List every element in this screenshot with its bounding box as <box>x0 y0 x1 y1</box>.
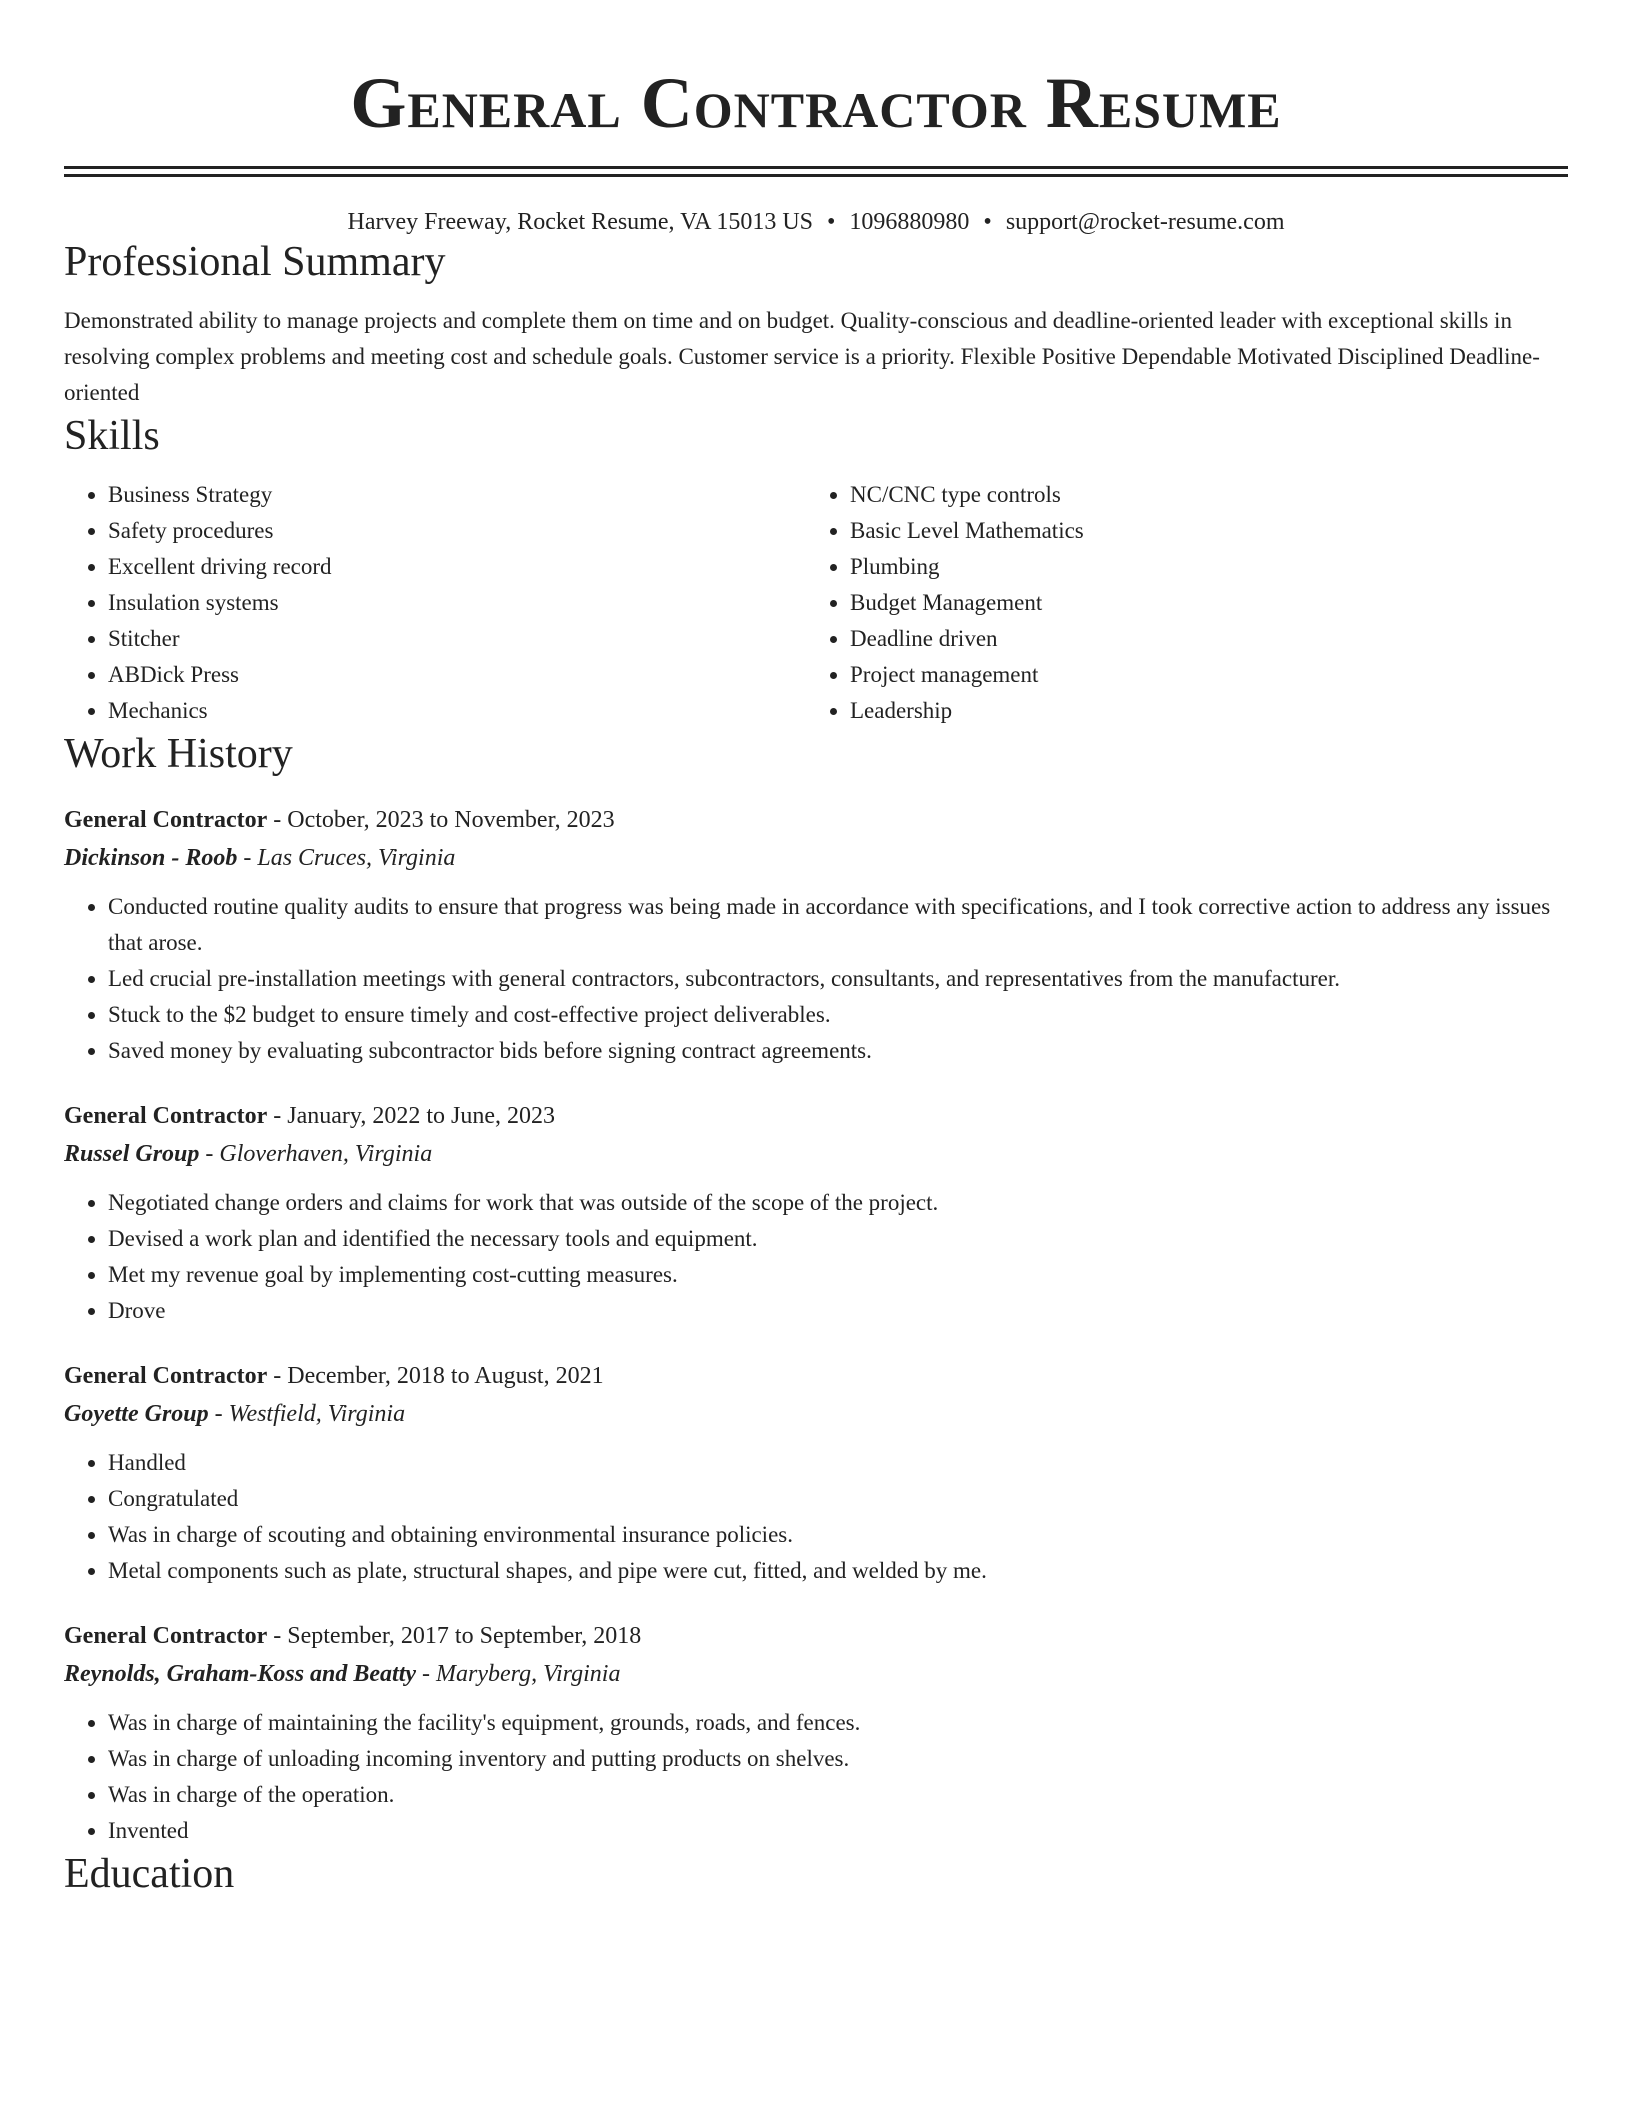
skill-item: • Excellent driving record <box>108 549 806 585</box>
job-entry <box>64 1357 1568 1589</box>
contact-separator: • <box>983 209 992 235</box>
skills-list-left <box>64 477 806 729</box>
skill-item: • Deadline driven <box>850 621 1548 657</box>
skills-columns <box>64 477 1568 729</box>
job-bullet: • Met my revenue goal by implementing cost-cutting measures. <box>108 1257 1568 1293</box>
title-double-rule <box>64 166 1568 177</box>
job-header <box>64 801 1568 839</box>
job-bullet: • Was in charge of maintaining the facility's equipment, grounds, roads, and fences. <box>108 1705 1568 1741</box>
skills-heading: Skills <box>64 413 160 459</box>
job-bullets <box>64 1185 1568 1329</box>
job-location: - Las Cruces, Virginia <box>237 845 456 871</box>
skill-item: • Mechanics <box>108 693 806 729</box>
job-role: General Contractor <box>64 807 268 833</box>
job-bullet: • Led crucial pre-installation meetings with general contractors, subcontractors, consultants, and representatives from the manufacturer. <box>108 961 1568 997</box>
resume-title: General Contractor Resume <box>350 63 1282 143</box>
job-dates: - October, 2023 to November, 2023 <box>267 807 615 833</box>
skill-item: • Plumbing <box>850 549 1548 585</box>
job-entry <box>64 1097 1568 1329</box>
job-bullet: • Negotiated change orders and claims for work that was outside of the scope of the project. <box>108 1185 1568 1221</box>
job-bullet: • Congratulated <box>108 1481 1568 1517</box>
job-dates: - September, 2017 to September, 2018 <box>267 1623 642 1649</box>
job-bullet: • Devised a work plan and identified the necessary tools and equipment. <box>108 1221 1568 1257</box>
summary-heading: Professional Summary <box>64 239 446 285</box>
job-company-line <box>64 839 1568 877</box>
job-dates: - January, 2022 to June, 2023 <box>267 1103 555 1129</box>
job-dates: - December, 2018 to August, 2021 <box>267 1363 604 1389</box>
contact-line <box>64 207 1568 237</box>
job-location: - Maryberg, Virginia <box>416 1661 621 1687</box>
skill-item: • Basic Level Mathematics <box>850 513 1548 549</box>
job-company: Russel Group <box>64 1141 200 1167</box>
skill-item: • Leadership <box>850 693 1548 729</box>
job-bullet: • Drove <box>108 1293 1568 1329</box>
skills-list-right <box>806 477 1548 729</box>
job-company-line <box>64 1655 1568 1693</box>
job-bullet: • Handled <box>108 1445 1568 1481</box>
job-role: General Contractor <box>64 1103 268 1129</box>
job-entry <box>64 1617 1568 1849</box>
job-bullet: • Stuck to the $2 budget to ensure timely and cost-effective project deliverables. <box>108 997 1568 1033</box>
job-bullet: • Metal components such as plate, structural shapes, and pipe were cut, fitted, and welded by me. <box>108 1553 1568 1589</box>
job-bullet: • Saved money by evaluating subcontractor bids before signing contract agreements. <box>108 1033 1568 1069</box>
job-bullets <box>64 889 1568 1069</box>
resume-page <box>64 0 1568 1899</box>
job-bullet: • Was in charge of the operation. <box>108 1777 1568 1813</box>
skill-item: • Project management <box>850 657 1548 693</box>
skill-item: • ABDick Press <box>108 657 806 693</box>
job-role: General Contractor <box>64 1623 268 1649</box>
job-bullet: • Was in charge of scouting and obtaining environmental insurance policies. <box>108 1517 1568 1553</box>
job-company: Goyette Group <box>64 1401 209 1427</box>
job-bullet: • Was in charge of unloading incoming inventory and putting products on shelves. <box>108 1741 1568 1777</box>
contact-email: support@rocket-resume.com <box>1005 209 1285 235</box>
education-heading: Education <box>64 1851 235 1897</box>
skill-item: • Safety procedures <box>108 513 806 549</box>
skill-item: • Business Strategy <box>108 477 806 513</box>
job-company-line <box>64 1395 1568 1433</box>
job-bullets <box>64 1705 1568 1849</box>
job-bullets <box>64 1445 1568 1589</box>
skill-item: • NC/CNC type controls <box>850 477 1548 513</box>
job-company: Dickinson - Roob <box>64 845 238 871</box>
contact-separator: • <box>827 209 836 235</box>
job-location: - Westfield, Virginia <box>208 1401 406 1427</box>
skill-item: • Stitcher <box>108 621 806 657</box>
job-company-line <box>64 1135 1568 1173</box>
job-header <box>64 1617 1568 1655</box>
summary-text: Demonstrated ability to manage projects and complete them on time and on budget. Quality-conscious and deadline-oriented leader with exceptional skills in resolving complex problems and meeting cost and schedule goals. Customer service is a priority. Flexible Positive Dependable Motivated Disciplined Deadline-oriented <box>64 308 1540 405</box>
job-header <box>64 1357 1568 1395</box>
contact-phone: 1096880980 <box>849 209 970 235</box>
work-history-heading: Work History <box>64 731 293 777</box>
job-company: Reynolds, Graham-Koss and Beatty <box>64 1661 417 1687</box>
contact-address: Harvey Freeway, Rocket Resume, VA 15013 US <box>347 209 813 235</box>
job-bullet: • Conducted routine quality audits to ensure that progress was being made in accordance with specifications, and I took corrective action to address any issues that arose. <box>108 889 1568 961</box>
skill-item: • Budget Management <box>850 585 1548 621</box>
skill-item: • Insulation systems <box>108 585 806 621</box>
job-location: - Gloverhaven, Virginia <box>199 1141 433 1167</box>
job-role: General Contractor <box>64 1363 268 1389</box>
job-bullet: • Invented <box>108 1813 1568 1849</box>
job-header <box>64 1097 1568 1135</box>
job-entry <box>64 801 1568 1069</box>
